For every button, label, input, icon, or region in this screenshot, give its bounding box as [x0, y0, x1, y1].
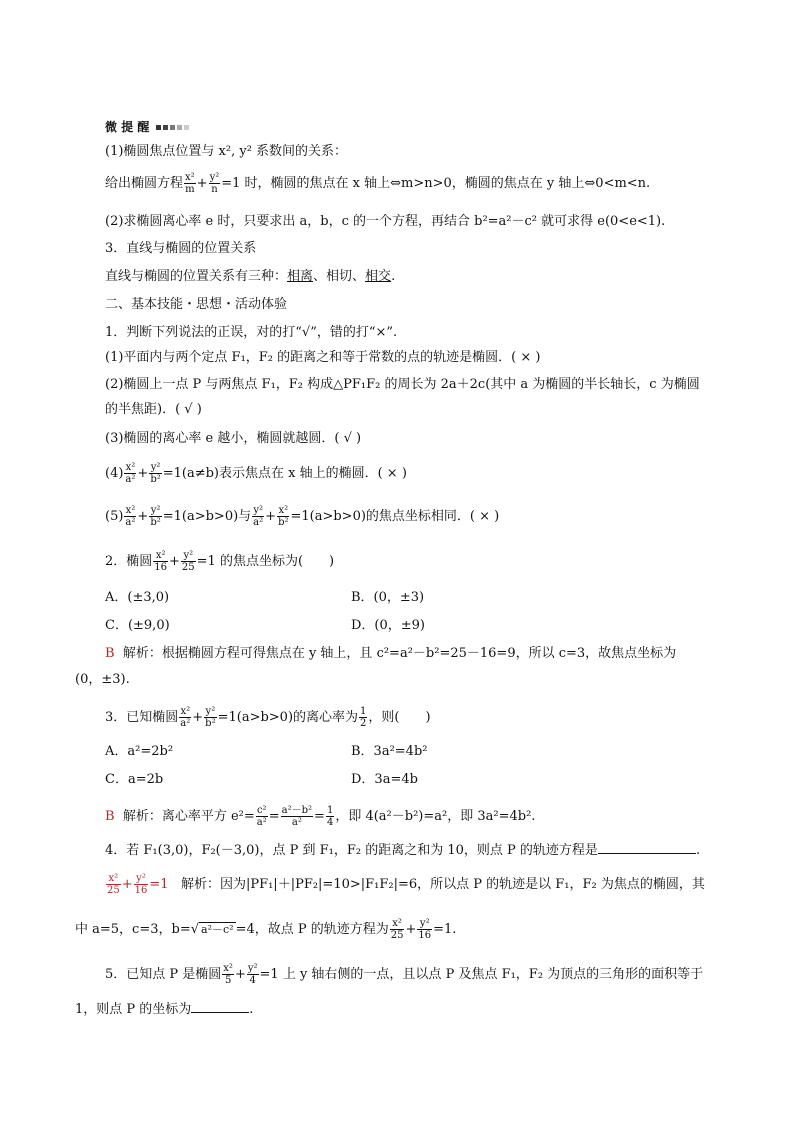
fraction: $\frac{\text{y²}}{n}$: [209, 172, 220, 195]
q4-solution-2: 中 a=5，c=3，b=√ a²－c² =4，故点 P 的轨迹方程为 $\frac{\text{x²}}{25}$ + $\frac{\text{y²}}{16}$ =1.: [75, 918, 457, 941]
q4-solution-1: $\frac{\text{x²}}{25}$ + $\frac{\text{y²}}{16}$ =1 解析：因为|PF₁|＋|PF₂|=10>|F₁F₂|=6，所以点 P 的轨迹是以 F₁，F₂ 为焦点的椭圆，其: [107, 873, 705, 896]
sqrt-expression: a²－c²: [201, 923, 234, 936]
fraction: $\frac{\text{x²}}{\text{a²}}$: [125, 505, 136, 528]
q3-stem: 3．已知椭圆 $\frac{\text{x²}}{\text{a²}}$ + $\frac{\text{y²}}{\text{b²}}$ =1(a>b>0)的离心率为 $\frac{1}{2}$ ，则( ): [105, 706, 431, 729]
q2-option-c: C．(±9,0): [105, 618, 170, 633]
fraction: $\frac{\text{c²}}{\text{a²}}$: [256, 805, 267, 828]
answer-blank: [191, 1012, 249, 1013]
q1-item-1: (1)平面内与两个定点 F₁，F₂ 的距离之和等于常数的点的轨迹是椭圆．( × ): [105, 350, 541, 365]
q3-option-d: D．3a=4b: [351, 772, 418, 787]
section3-body: 直线与椭圆的位置关系有三种：相离、相切、相交.: [105, 269, 396, 284]
answer-formula: $\frac{\text{x²}}{25}$ + $\frac{\text{y²}}{16}$ =1: [107, 873, 169, 896]
remark-line-2: 给出椭圆方程 $\frac{\text{x²}}{m}$ + $\frac{\text{y²}}{n}$ =1 时，椭圆的焦点在 x 轴上⇔m>n>0，椭圆的焦点在 y 轴上⇔0<m<n.: [105, 172, 651, 195]
fraction: $\frac{\text{y²}}{16}$: [418, 918, 432, 941]
fraction: $\frac{\text{x²}}{25}$: [390, 918, 404, 941]
decor-square-icon: [163, 125, 168, 130]
fraction: $\frac{\text{x²}}{5}$: [223, 963, 233, 986]
q2-stem: 2．椭圆 $\frac{\text{x²}}{16}$ + $\frac{\text{y²}}{25}$ =1 的焦点坐标为( ): [105, 550, 335, 573]
q1-item-2a: (2)椭圆上一点 P 与两焦点 F₁，F₂ 构成△PF₁F₂ 的周长为 2a＋2c(其中 a 为椭圆的半长轴长，c 为椭圆: [105, 377, 700, 392]
q3-option-c: C．a=2b: [105, 772, 164, 787]
fraction: $\frac{1}{2}$: [360, 706, 367, 729]
q3-option-b: B．3a²=4b²: [351, 744, 428, 759]
fraction: $\frac{\text{y²}}{\text{a²}}$: [253, 505, 264, 528]
fraction: $\frac{\text{y²}}{25}$: [181, 550, 195, 573]
decor-square-icon: [156, 125, 161, 130]
answer-letter: B: [105, 809, 115, 824]
q2-option-b: B．(0，±3): [351, 590, 425, 605]
fraction: $\frac{\text{x²}}{\text{b²}}$: [278, 505, 289, 528]
fraction: $\frac{\text{x²}}{16}$: [154, 550, 168, 573]
fraction: $\frac{\text{x²}}{\text{a²}}$: [180, 706, 191, 729]
q2-solution-2: (0，±3).: [75, 672, 130, 687]
q1-item-2b: 的半焦距)．( √ ): [105, 402, 202, 417]
section3-title: 3．直线与椭圆的位置关系: [105, 241, 257, 256]
answer-blank: [598, 853, 696, 854]
q3-option-a: A．a²=2b²: [105, 744, 174, 759]
section-two-title: 二、基本技能・思想・活动体验: [105, 297, 288, 312]
underlined-word: 相交: [365, 269, 392, 284]
fraction: $\frac{\text{x²}}{\text{a²}}$: [125, 462, 136, 485]
q2-solution-1: B 解析：根据椭圆方程可得焦点在 y 轴上，且 c²=a²－b²=25－16=9，所以 c=3，故焦点坐标为: [105, 646, 677, 661]
decor-square-icon: [170, 125, 175, 130]
fraction: $\frac{\text{y²}}{\text{b²}}$: [205, 706, 216, 729]
remark-line-3: (2)求椭圆离心率 e 时，只要求出 a，b，c 的一个方程，再结合 b²=a²－c² 就可求得 e(0<e<1).: [105, 214, 666, 229]
answer-letter: B: [105, 646, 115, 661]
q1-item-3: (3)椭圆的离心率 e 越小，椭圆就越圆．( √ ): [105, 431, 362, 446]
fraction: $\frac{\text{x²}}{m}$: [185, 172, 195, 195]
fraction: $\frac{\text{y²}}{\text{b²}}$: [150, 505, 161, 528]
fraction: $\frac{\text{y²}}{\text{b²}}$: [150, 462, 161, 485]
fraction: $\frac{\text{y²}}{4}$: [247, 963, 258, 986]
q5-stem: 5．已知点 P 是椭圆 $\frac{\text{x²}}{5}$ + $\frac{\text{y²}}{4}$ =1 上 y 轴右侧的一点，且以点 P 及焦点 F₁，F₂ 为顶点的三角形的面积等于: [105, 963, 704, 986]
q1-item-4: (4) $\frac{\text{x²}}{\text{a²}}$ + $\frac{\text{y²}}{\text{b²}}$ =1(a≠b)表示焦点在 x 轴上的椭圆．( × ): [105, 462, 407, 485]
decor-square-icon: [184, 125, 189, 130]
tip-header: [105, 118, 189, 136]
q1-item-5: (5) $\frac{\text{x²}}{\text{a²}}$ + $\frac{\text{y²}}{\text{b²}}$ =1(a>b>0)与 $\frac{\text{y²}}{\text{a²}}$ + $\frac{\text{x²}}{\text{b²}}$ =1(a>b>0)的焦点坐标相同．( × ): [105, 505, 500, 528]
tip-header-label: 微 提 醒: [105, 120, 150, 134]
q2-option-a: A．(±3,0): [105, 590, 170, 605]
q4-stem: 4．若 F₁(3,0)，F₂(－3,0)，点 P 到 F₁，F₂ 的距离之和为 10，则点 P 的轨迹方程是 .: [105, 843, 701, 858]
q2-option-d: D．(0，±9): [351, 618, 426, 633]
q3-solution: B 解析：离心率平方 e²= $\frac{\text{c²}}{\text{a²}}$ = $\frac{\text{a²－b²}}{\text{a²}}$ = $\frac{1}{4}$ ，即 4(a²－b²)=a²，即 3a²=4b².: [105, 805, 536, 828]
decor-square-icon: [177, 125, 182, 130]
fraction: $\frac{\text{a²－b²}}{\text{a²}}$: [281, 805, 313, 828]
fraction: $\frac{1}{4}$: [326, 805, 334, 828]
underlined-word: 相离: [287, 269, 314, 284]
remark-line-1: (1)椭圆焦点位置与 x², y² 系数间的关系：: [105, 144, 348, 159]
q1-stem: 1．判断下列说法的正误，对的打“√”，错的打“×”.: [105, 325, 398, 340]
q5-line-2: 1，则点 P 的坐标为 .: [75, 1002, 254, 1017]
